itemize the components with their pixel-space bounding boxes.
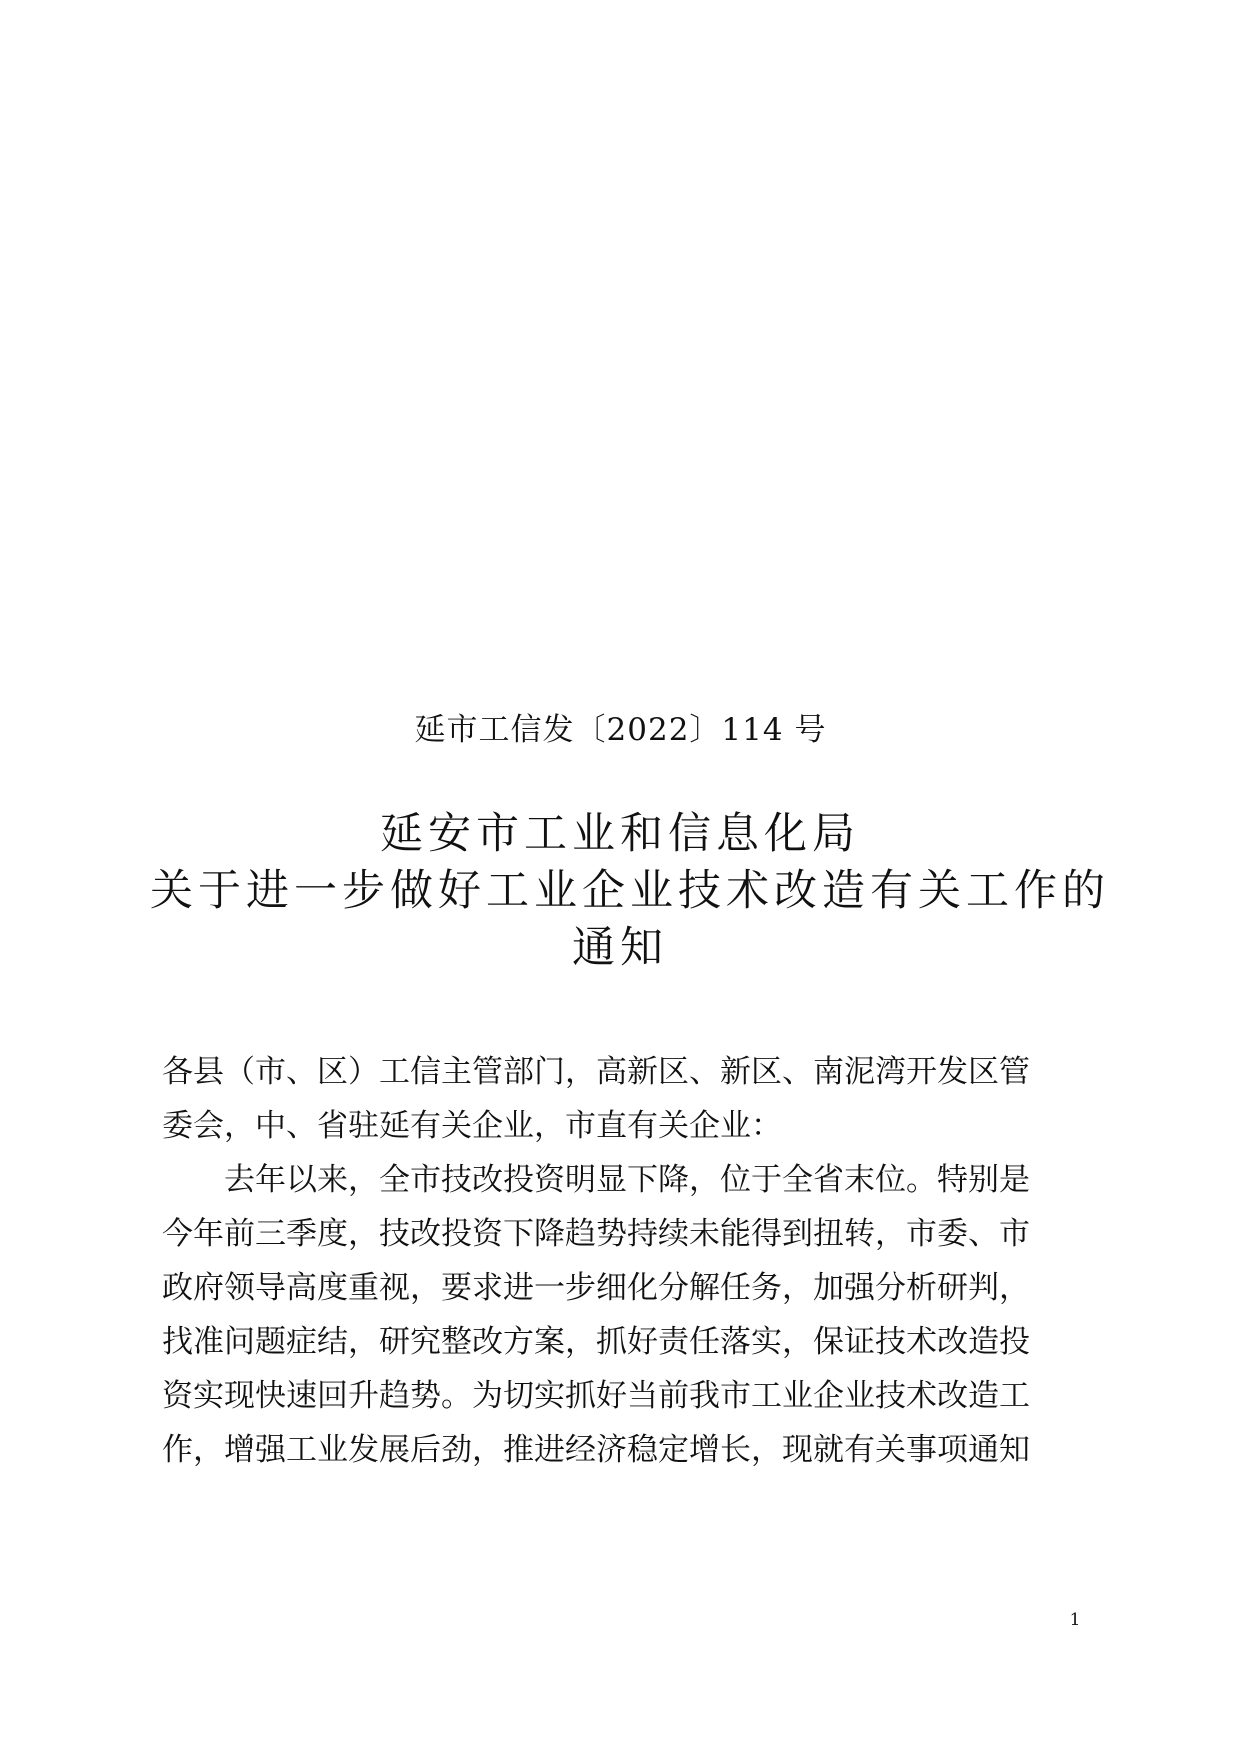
paragraph-line: 找准问题症结，研究整改方案，抓好责任落实，保证技术改造投 bbox=[162, 1324, 1030, 1360]
addressee-line: 各县（市、区）工信主管部门，高新区、新区、南泥湾开发区管 bbox=[162, 1054, 1030, 1090]
paragraph-line: 今年前三季度，技改投资下降趋势持续未能得到扭转，市委、市 bbox=[162, 1216, 1030, 1252]
paragraph-line: 政府领导高度重视，要求进一步细化分解任务，加强分析研判， bbox=[162, 1270, 1030, 1306]
title-line: 关于进一步做好工业企业技术改造有关工作的 bbox=[150, 866, 1110, 916]
document-title bbox=[150, 806, 1110, 977]
addressee-line: 委会，中、省驻延有关企业，市直有关企业： bbox=[162, 1108, 782, 1144]
paragraph-line: 作，增强工业发展后劲，推进经济稳定增长，现就有关事项通知 bbox=[162, 1432, 1030, 1468]
title-line: 通知 bbox=[572, 923, 668, 973]
document-number: 延市工信发〔2022〕114 号 bbox=[414, 712, 827, 748]
document-body bbox=[162, 1045, 1078, 1477]
paragraph-line: 资实现快速回升趋势。为切实抓好当前我市工业企业技术改造工 bbox=[162, 1378, 1030, 1414]
paragraph-line: 去年以来，全市技改投资明显下降，位于全省末位。特别是 bbox=[224, 1162, 1030, 1198]
page-number: 1 bbox=[1069, 1610, 1081, 1630]
title-line: 延安市工业和信息化局 bbox=[380, 809, 860, 859]
